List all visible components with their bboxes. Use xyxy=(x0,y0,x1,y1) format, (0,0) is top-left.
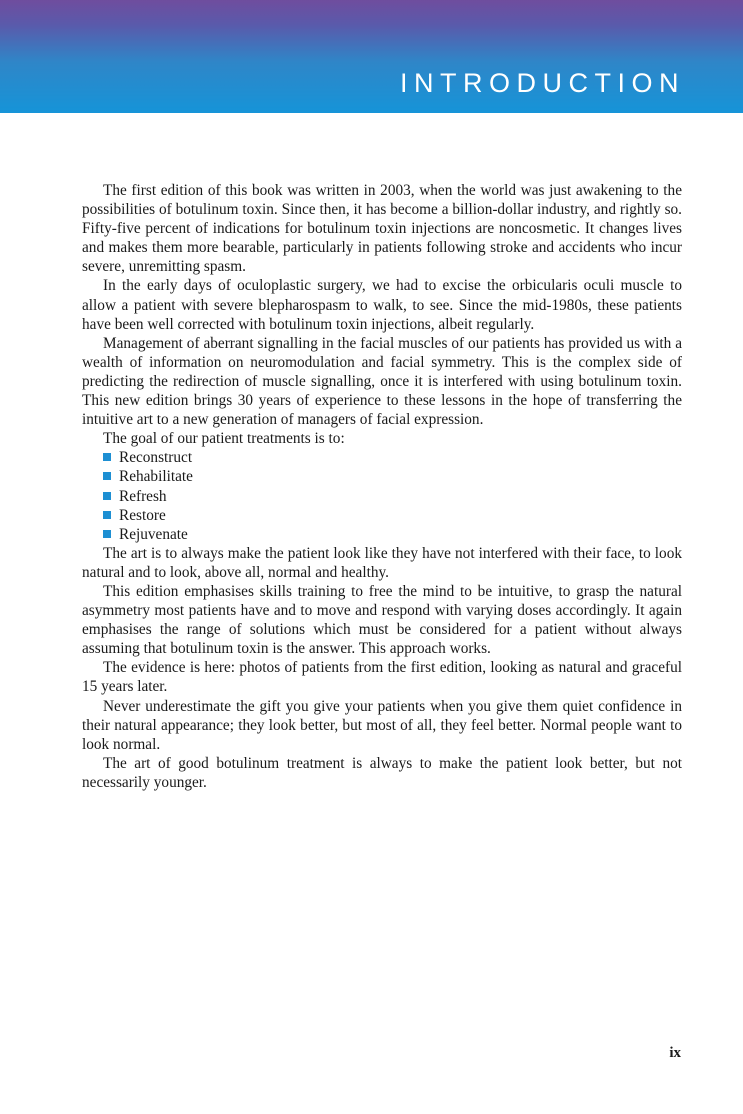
square-bullet-icon xyxy=(103,492,111,500)
body-paragraph: The goal of our patient treatments is to: xyxy=(103,430,345,448)
list-item-text: Rejuvenate xyxy=(119,525,188,543)
body-paragraph: This edition emphasises skills training to free the mind to be intuitive, to grasp the natural asymmetry most patients have and to move and respond with varying doses accordingly. It again emphasises the range of solutions which must be considered for a patient without always assuming that botulinum toxin is the answer. This approach works. xyxy=(82,582,682,658)
body-paragraph: Never underestimate the gift you give your patients when you give them quiet confidence in their natural appearance; they look better, but most of all, they feel better. Normal people want to look normal. xyxy=(82,697,682,753)
list-item xyxy=(82,506,682,525)
list-item-text: Refresh xyxy=(119,487,167,505)
list-item-text: Reconstruct xyxy=(119,449,193,467)
list-item-text: Restore xyxy=(119,506,166,524)
square-bullet-icon xyxy=(103,530,111,538)
body-paragraph: Management of aberrant signalling in the facial muscles of our patients has provided us with a wealth of information on neuromodulation and facial symmetry. This is the complex side of predicting the redirection of muscle signalling, once it is interfered with using botulinum toxin. This new edition brings 30 years of experience to these lessons in the hope of transferring the intuitive art to a new generation of managers of facial expression. xyxy=(82,334,682,429)
chapter-body xyxy=(82,181,682,792)
page-number: ix xyxy=(669,1045,681,1061)
body-paragraph: In the early days of oculoplastic surgery, we had to excise the orbicularis oculi muscle to allow a patient with severe blepharospasm to walk, to see. Since the mid-1980s, these patients have been well corrected with botulinum toxin injections, albeit regularly. xyxy=(82,277,682,333)
body-paragraph: The art of good botulinum treatment is always to make the patient look better, but not necessarily younger. xyxy=(82,754,682,791)
square-bullet-icon xyxy=(103,511,111,519)
list-item xyxy=(82,487,682,506)
list-item xyxy=(82,448,682,467)
body-paragraph: The evidence is here: photos of patients from the first edition, looking as natural and graceful 15 years later. xyxy=(82,659,682,696)
body-paragraph: The first edition of this book was written in 2003, when the world was just awakening to the possibilities of botulinum toxin. Since then, it has become a billion-dollar industry, and rightly so. Fifty-five percent of indications for botulinum toxin injections are noncosmetic. It changes lives and makes them more bearable, particularly in patients following stroke and accidents who incur severe, unremitting spasm. xyxy=(82,182,682,276)
chapter-title: INTRODUCTION xyxy=(400,68,685,98)
list-item-text: Rehabilitate xyxy=(119,468,193,486)
goals-list xyxy=(82,448,682,543)
body-paragraph: The art is to always make the patient look like they have not interfered with their face, to look natural and to look, above all, normal and healthy. xyxy=(82,544,682,581)
chapter-header-band xyxy=(0,0,743,113)
list-item xyxy=(82,467,682,486)
list-item xyxy=(82,525,682,544)
square-bullet-icon xyxy=(103,453,111,461)
square-bullet-icon xyxy=(103,472,111,480)
